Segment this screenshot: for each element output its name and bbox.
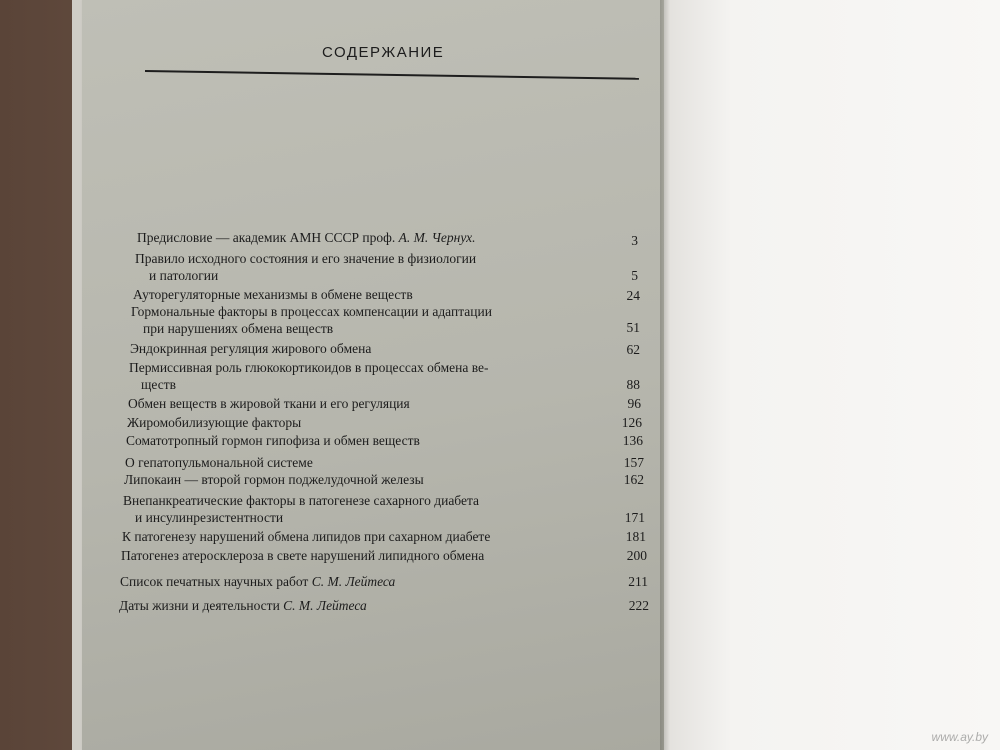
toc-entry-text: Список печатных научных работ	[120, 574, 312, 589]
toc-entry-text: Липокаин — второй гормон поджелудочной железы	[124, 472, 424, 487]
toc-page-number: 171	[624, 510, 645, 525]
toc-entry-title	[137, 231, 476, 245]
toc-entry-text: при нарушениях обмена веществ	[143, 321, 334, 336]
toc-entry-author: С. М. Лейтеса	[311, 574, 396, 589]
toc-entry-author: А. М. Чернух.	[398, 230, 476, 245]
toc-page-number: 96	[627, 396, 641, 411]
toc-entry-text: Соматотропный гормон гипофиза и обмен веществ	[126, 433, 420, 448]
toc-entry-title	[120, 575, 395, 589]
toc-entry-title	[143, 322, 333, 336]
toc-page-number: 222	[628, 598, 649, 613]
toc-page-number: 51	[626, 320, 640, 335]
toc-page-number: 126	[621, 415, 642, 430]
toc-entry-title	[125, 456, 313, 470]
page-title: СОДЕРЖАНИЕ	[322, 44, 445, 61]
toc-entry-title	[141, 378, 176, 392]
toc-page-number: 62	[626, 342, 640, 357]
toc-entry-text: Гормональные факторы в процессах компенсации и адаптации	[131, 304, 492, 319]
toc-entry-author: С. М. Лейтеса	[283, 598, 367, 613]
toc-entry-text: Патогенез атеросклероза в свете нарушений липидного обмена	[121, 548, 485, 563]
toc-entry-text: К патогенезу нарушений обмена липидов при сахарном диабете	[122, 529, 491, 544]
toc-entry-text: О гепатопульмональной системе	[125, 455, 313, 470]
toc-page-number: 162	[623, 472, 644, 487]
toc-page-number: 5	[631, 268, 638, 283]
toc-entry-title	[126, 434, 420, 448]
toc-entry-title	[133, 288, 413, 302]
toc-entry-text: ществ	[141, 377, 176, 392]
toc-entry-text: Эндокринная регуляция жирового обмена	[130, 341, 372, 356]
toc-entry-text: и патологии	[149, 268, 219, 283]
toc-entry-title	[119, 599, 367, 613]
toc-entry-title	[124, 473, 424, 487]
toc-entry-text: и инсулинрезистентности	[135, 510, 284, 525]
toc-entry-text: Предисловие — академик АМН СССР проф.	[137, 230, 399, 245]
toc-entry-title	[130, 342, 371, 356]
toc-entry-title	[122, 530, 490, 544]
toc-entry-title	[135, 252, 476, 266]
toc-entry-text: Внепанкреатические факторы в патогенезе сахарного диабета	[123, 493, 480, 508]
toc-page-number: 136	[622, 433, 643, 448]
toc-page-number: 200	[626, 548, 647, 563]
toc-page-number: 88	[626, 377, 640, 392]
toc-page-number: 211	[628, 574, 648, 589]
toc-entry-text: Пермиссивная роль глюкокортикоидов в процессах обмена ве-	[129, 360, 489, 375]
toc-page-number: 3	[631, 233, 638, 248]
toc-entry-title	[123, 494, 479, 508]
toc-page-number: 24	[626, 288, 640, 303]
toc-entry-text: Правило исходного состояния и его значение в физиологии	[135, 251, 477, 266]
toc-entry-title	[149, 269, 218, 283]
toc-entry-title	[129, 361, 489, 375]
toc-page-number: 181	[625, 529, 646, 544]
toc-entry-title	[135, 511, 283, 525]
toc-entry-text: Жиромобилизующие факторы	[127, 415, 302, 430]
toc-entry-title	[128, 397, 410, 411]
watermark: www.ay.by	[931, 730, 988, 744]
toc-entry-title	[121, 549, 484, 563]
toc-entry-text: Даты жизни и деятельности	[119, 598, 284, 613]
toc-entry-title	[127, 416, 301, 430]
toc-page-number: 157	[623, 455, 644, 470]
toc-entry-title	[131, 305, 492, 319]
toc-entry-text: Обмен веществ в жировой ткани и его регуляция	[128, 396, 410, 411]
toc-entry-text: Ауторегуляторные механизмы в обмене веществ	[133, 287, 413, 302]
